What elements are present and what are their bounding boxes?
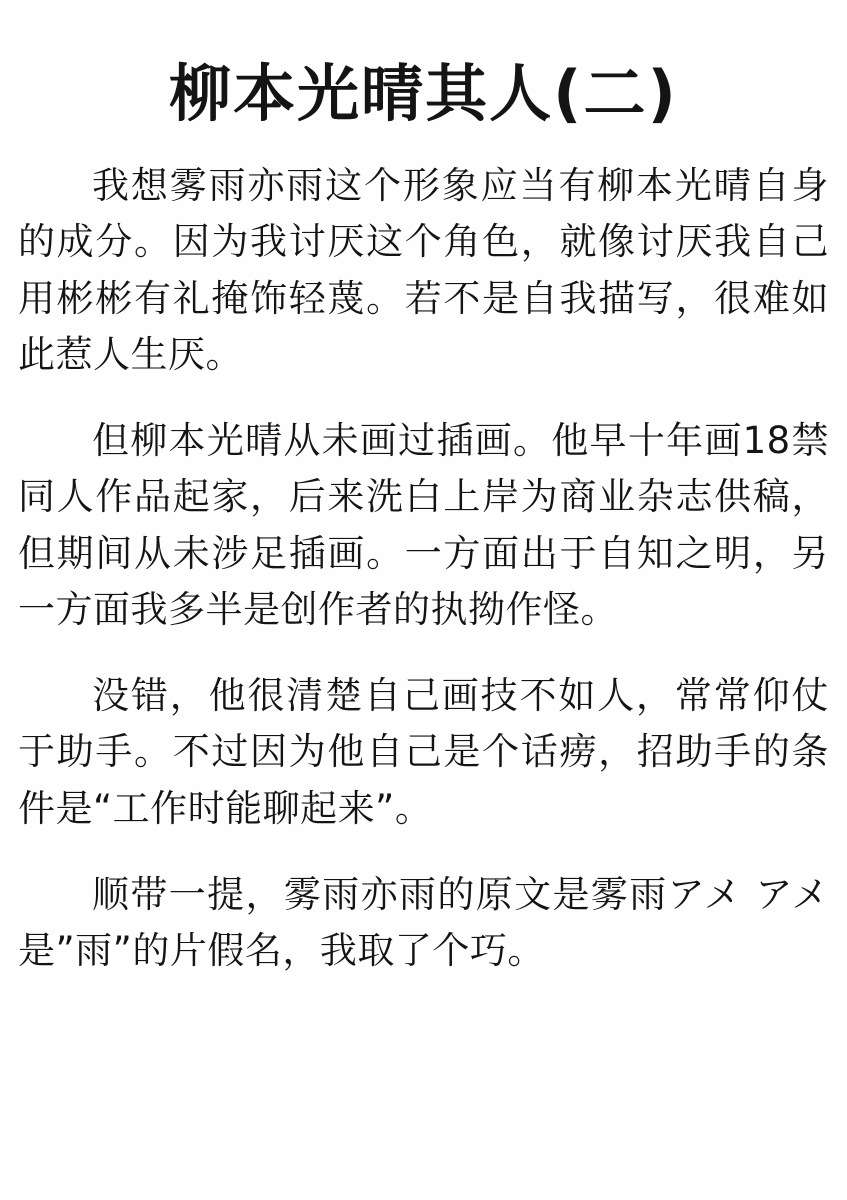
paragraph: 顺带一提，雾雨亦雨的原文是雾雨アメ アメ是”雨”的片假名，我取了个巧。 — [18, 872, 829, 972]
paragraph: 但柳本光晴从未画过插画。他早十年画18禁同人作品起家，后来洗白上岸为商业杂志供稿，但期间从未涉足插画。一方面出于自知之明，另一方面我多半是创作者的执拗作怪。 — [18, 419, 829, 631]
paragraph: 没错，他很清楚自己画技不如人，常常仰仗于助手。不过因为他自己是个话痨，招助手的条件是“工作时能聊起来”。 — [18, 674, 829, 830]
paragraph: 我想雾雨亦雨这个形象应当有柳本光晴自身的成分。因为我讨厌这个角色，就像讨厌我自己用彬彬有礼掩饰轻蔑。若不是自我描写，很难如此惹人生厌。 — [18, 164, 829, 376]
page-title: 柳本光晴其人(二) — [169, 57, 678, 130]
document-body — [18, 158, 829, 979]
